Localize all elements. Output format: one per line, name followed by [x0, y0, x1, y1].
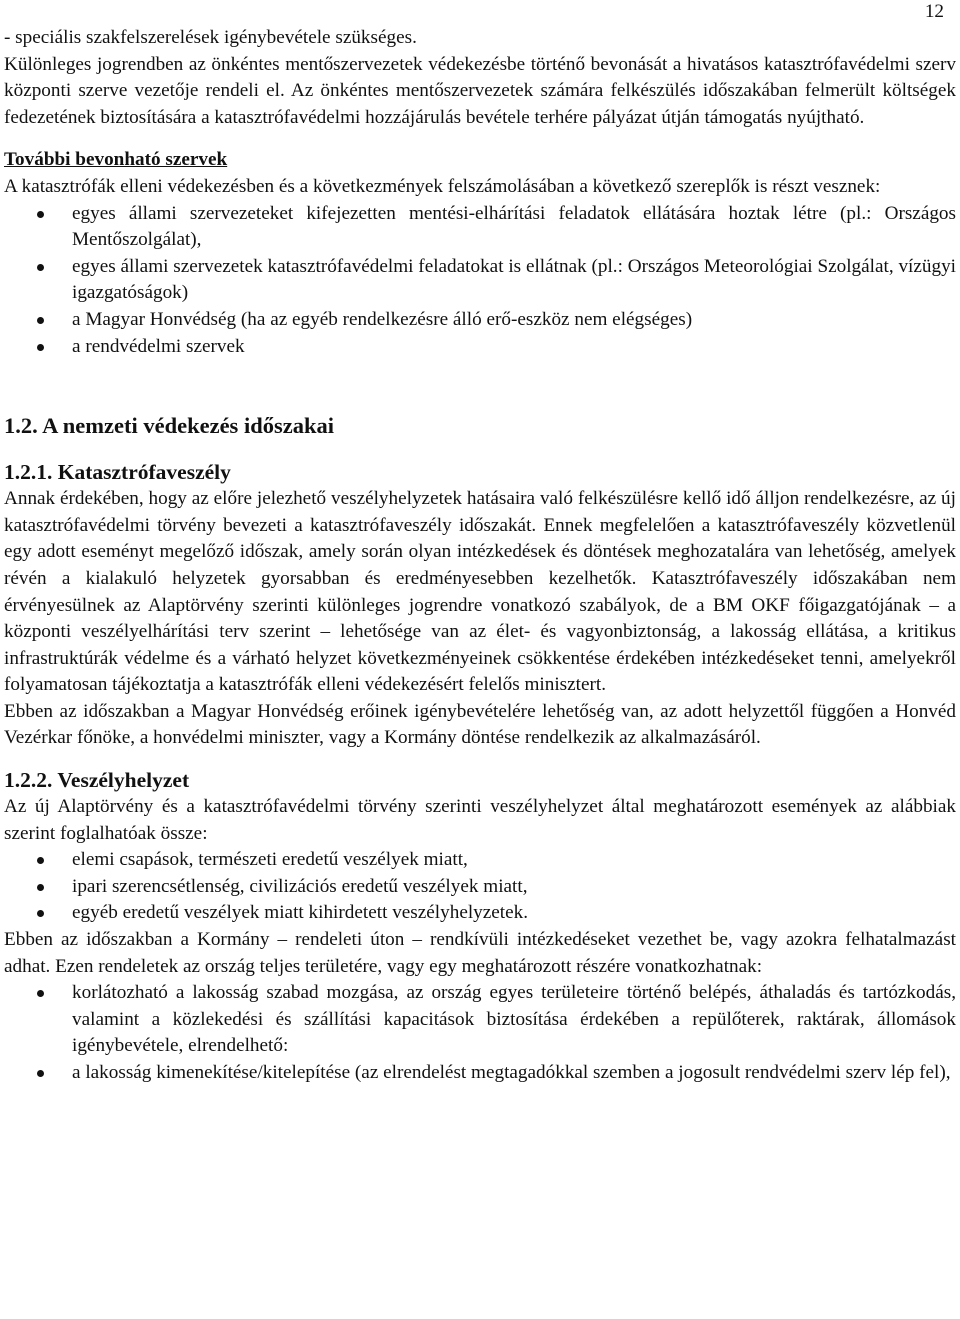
- page-number: 12: [924, 1, 944, 22]
- list-item: ipari szerencsétlenség, civilizációs eredetű veszélyek miatt,: [4, 874, 956, 901]
- section-heading-1-2: 1.2. A nemzeti védekezés időszakai: [4, 413, 334, 439]
- paragraph: Ebben az időszakban a Kormány – rendeleti úton – rendkívüli intézkedéseket vezethet be, vagy azokra felhatalmazást adhat. Ezen rendeletek az ország teljes területére, vagy egy meghatározott részére vonatkozhatnak:: [4, 929, 956, 977]
- measures-list: [4, 980, 956, 1086]
- event-list: [4, 847, 956, 927]
- section-heading-bodies: További bevonható szervek: [4, 149, 228, 171]
- list-item: egyéb eredetű veszélyek miatt kihirdetett veszélyhelyzetek.: [4, 900, 956, 927]
- intro-paragraph: Különleges jogrendben az önkéntes mentőszervezetek védekezésbe történő bevonását a hivatásos katasztrófavédelmi szerv központi szerve vezetője rendeli el. Az önkéntes mentőszervezetek számára felkészülés időszakában felmerült költségek fedezetének biztosítására a katasztrófavédelmi hozzájárulás bevétele terhére pályázat útján támogatás nyújtható.: [4, 53, 956, 128]
- bodies-list: [4, 201, 956, 361]
- section-heading-1-2-2: 1.2.2. Veszélyhelyzet: [4, 768, 190, 793]
- paragraph: Ebben az időszakban a Magyar Honvédség erőinek igénybevételére lehetőség van, az adott helyzettől függően a Honvéd Vezérkar főnöke, a honvédelmi miniszter, vagy a Kormány döntése rendelkezik az alkalmazásáról.: [4, 700, 956, 749]
- list-item: egyes állami szervezeteket kifejezetten mentési-elhárítási feladatok ellátására hoztak létre (pl.: Országos Mentőszolgálat),: [4, 201, 956, 254]
- section-heading-1-2-1: 1.2.1. Katasztrófaveszély: [4, 460, 231, 485]
- list-item: a Magyar Honvédség (ha az egyéb rendelkezésre álló erő-eszköz nem elégséges): [4, 307, 956, 334]
- list-item: elemi csapások, természeti eredetű veszélyek miatt,: [4, 847, 956, 874]
- intro-line: - speciális szakfelszerelések igénybevétele szükséges.: [4, 27, 417, 48]
- list-item: a rendvédelmi szervek: [4, 334, 956, 361]
- list-item: korlátozható a lakosság szabad mozgása, az ország egyes területeire történő belépés, áthaladás és tartózkodás, valamint a közlekedési és szállítási kapacitások biztosítása érdekében a repülőterek, raktárak, állomások igénybevétele, elrendelhető:: [4, 980, 956, 1060]
- paragraph: Az új Alaptörvény és a katasztrófavédelmi törvény szerinti veszélyhelyzet által meghatározott események az alábbiak szerint foglalhatóak össze:: [4, 796, 956, 844]
- list-item: a lakosság kimenekítése/kitelepítése (az elrendelést megtagadókkal szemben a jogosult rendvédelmi szerv lép fel),: [4, 1060, 956, 1087]
- document-page: [4, 0, 956, 1087]
- list-item: egyes állami szervezetek katasztrófavédelmi feladatokat is ellátnak (pl.: Országos Meteorológiai Szolgálat, vízügyi igazgatóságok): [4, 254, 956, 307]
- bodies-intro: A katasztrófák elleni védekezésben és a következmények felszámolásában a következő szereplők is részt vesznek:: [4, 175, 881, 197]
- paragraph: Annak érdekében, hogy az előre jelezhető veszélyhelyzetek hatásaira való felkészülésre kellő idő álljon rendelkezésre, az új katasztrófavédelmi törvény bevezeti a katasztrófaveszély időszakát. Ennek megfelelően a katasztrófaveszély közvetlenül egy adott eseményt megelőző időszak, amely során olyan intézkedések és döntések meghozatalára van lehetőség, amelyek révén a kialakuló helyzetek gyorsabban és eredményesebben kezelhetők. Katasztrófaveszély időszakában nem érvényesülnek az Alaptörvény szerinti különleges jogrendre vonatkozó szabályok, de a BM OKF főigazgatójának – a központi veszélyelhárítási terv szerint – lehetősége van az élet- és vagyonbiztonság, a lakosság ellátása, a kritikus infrastruktúrák védelme és a várható helyzet következményeinek csökkentése érdekében intézkedéseket tenni, amelyekről folyamatosan tájékoztatja a katasztrófák elleni védekezésért felelős minisztert.: [4, 488, 956, 696]
